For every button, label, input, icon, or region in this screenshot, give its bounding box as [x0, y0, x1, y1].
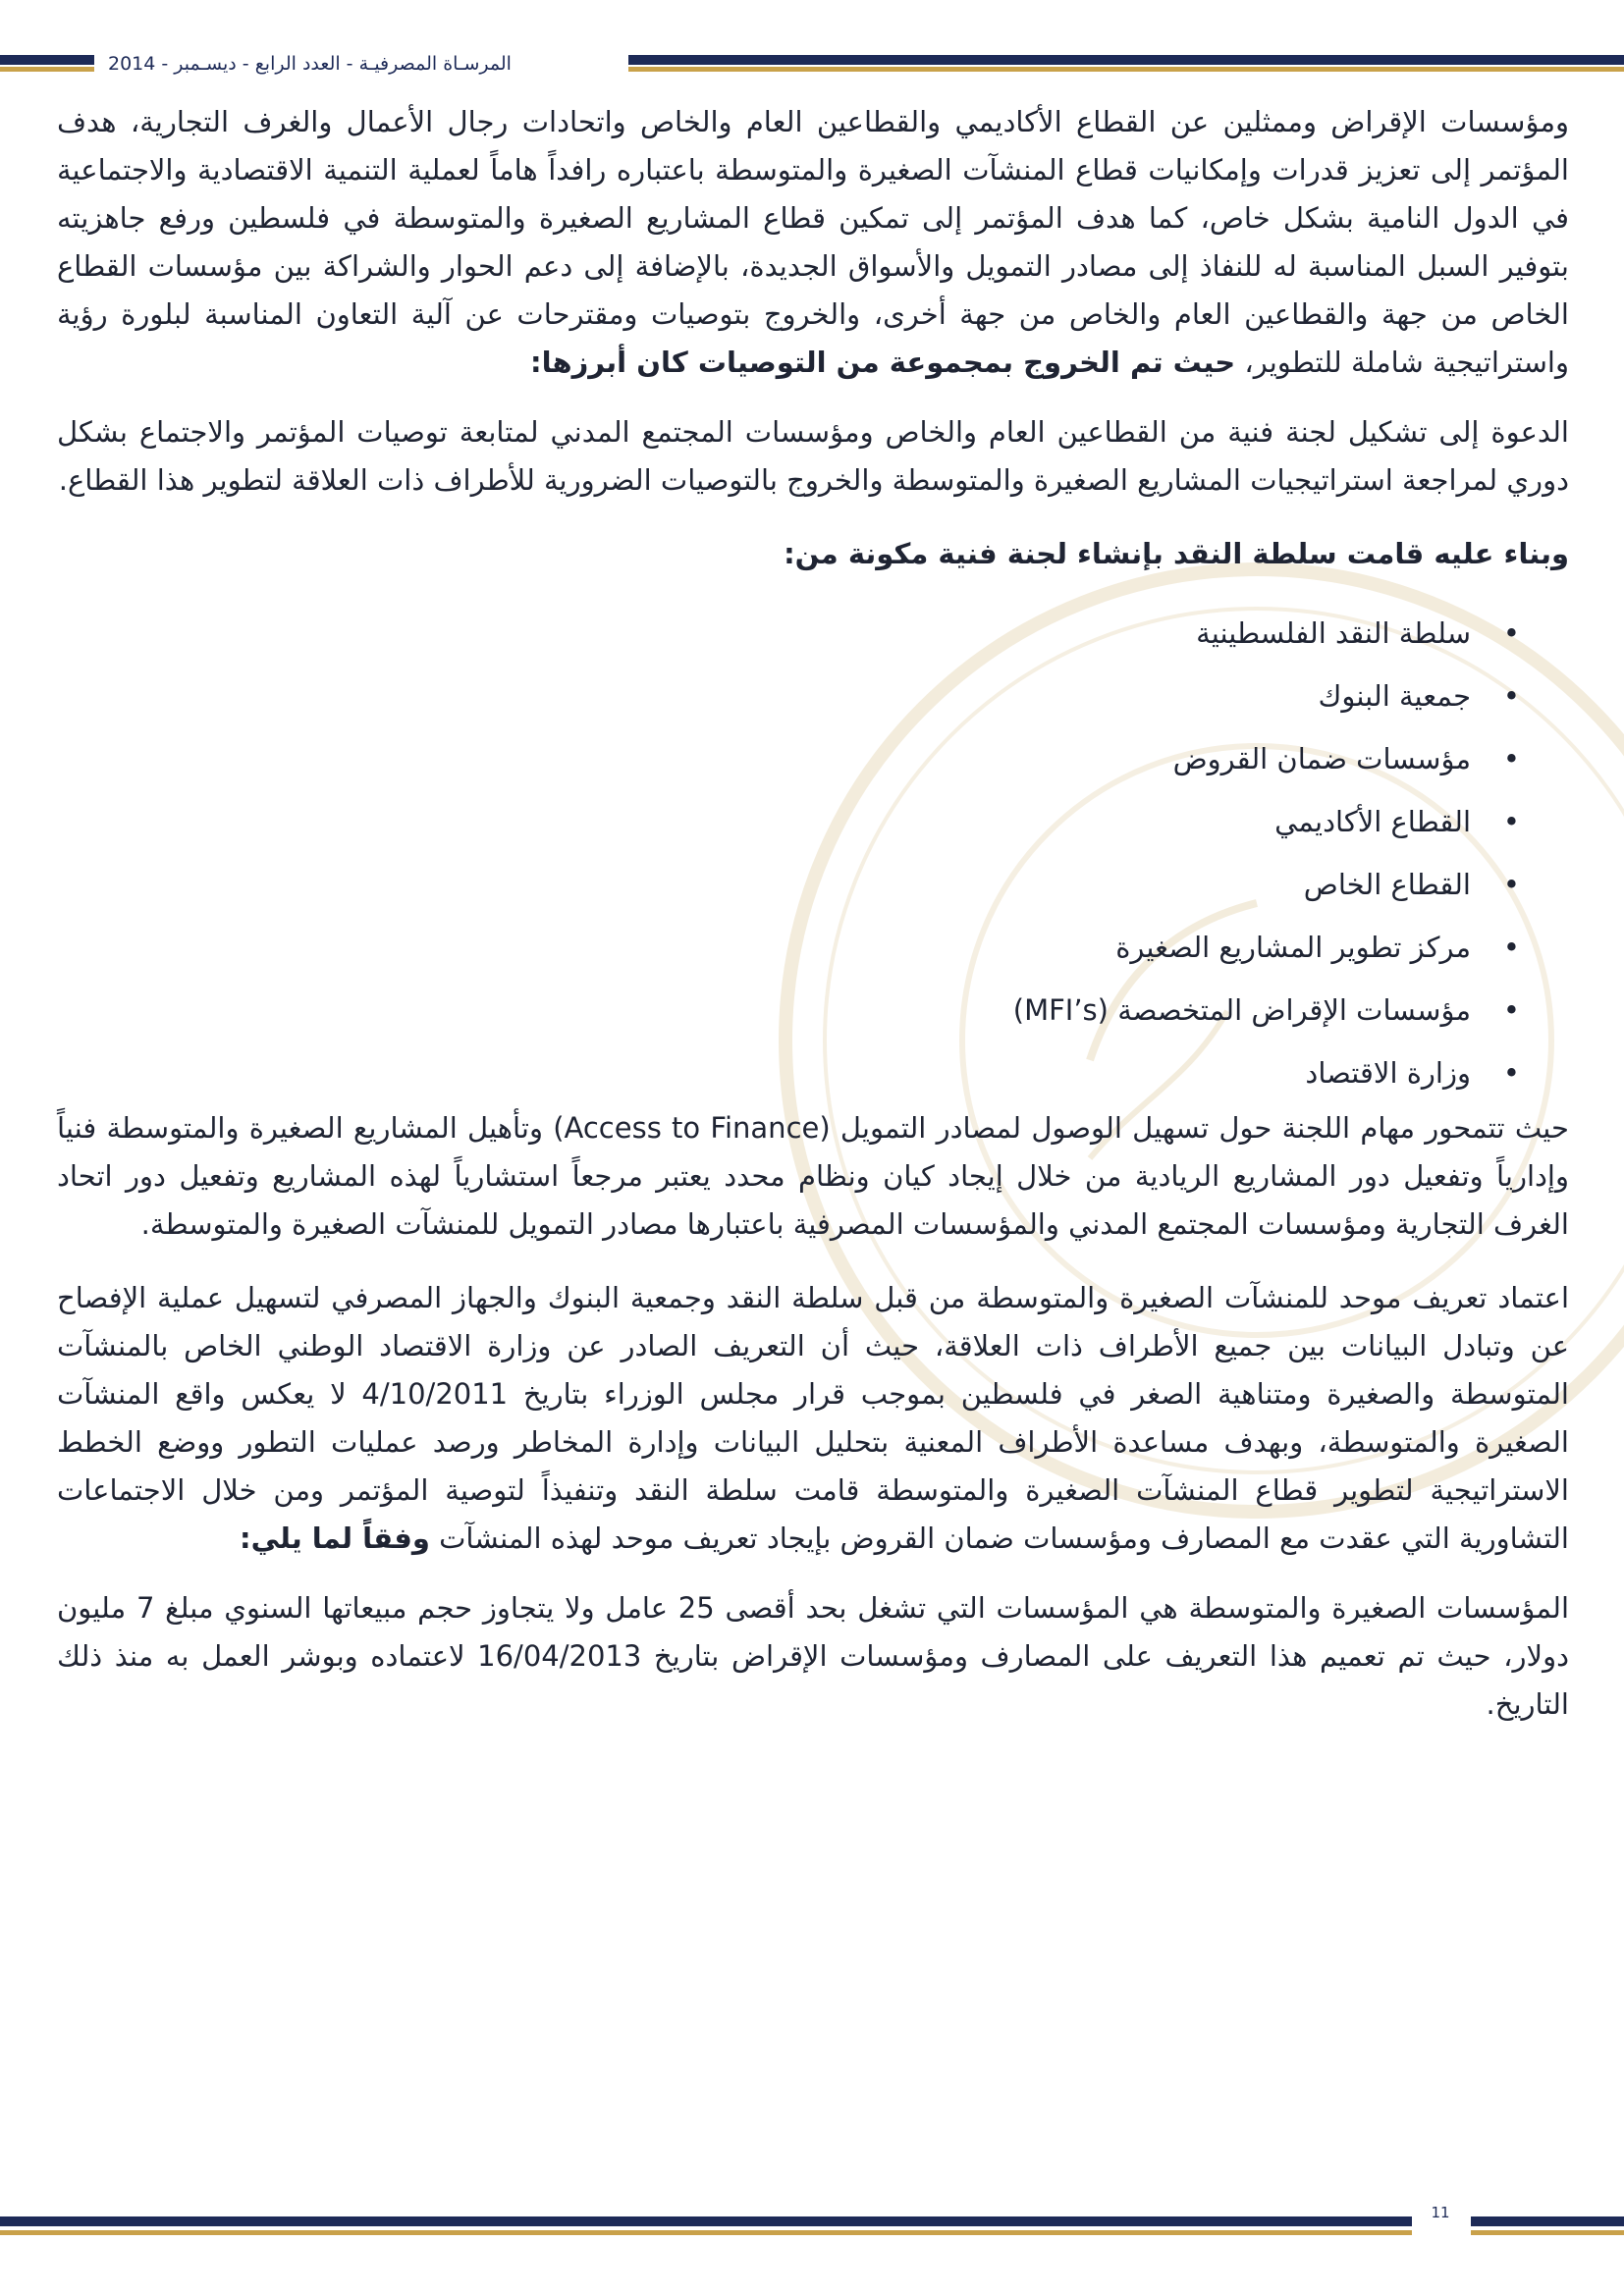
paragraph-intro-text: ومؤسسات الإقراض وممثلين عن القطاع الأكاديمي والقطاعين العام والخاص واتحادات رجال الأعمال والغرف التجارية، هدف المؤتمر إلى تعزيز قدرات وإمكانيات قطاع المنشآت الصغيرة والمتوسطة باعتباره رافداً هاماً لعملية التنمية الاقتصادية والاجتماعية في الدول النامية بشكل خاص، كما هدف المؤتمر إلى تمكين قطاع المشاريع الصغيرة والمتوسطة في فلسطين ورفع جاهزيته بتوفير السبل المناسبة له للنفاذ إلى مصادر التمويل والأسواق الجديدة، بالإضافة إلى دعم الحوار والشراكة بين مؤسسات القطاع الخاص من جهة والقطاعين العام والخاص من جهة أخرى، والخروج بتوصيات ومقترحات عن آلية التعاون المناسبة لبلورة رؤية واستراتيجية شاملة للتطوير، — [57, 105, 1569, 379]
footer-bar-left-gold — [0, 2230, 1412, 2235]
page-number: 11 — [1431, 2204, 1450, 2221]
footer-bar-left-navy — [0, 2216, 1412, 2226]
bullet-icon: • — [1502, 742, 1520, 775]
list-item: • مؤسسات الإقراض المتخصصة (MFI’s) — [57, 979, 1520, 1041]
list-item: • مؤسسات ضمان القروض — [57, 727, 1520, 790]
paragraph-recommendation: الدعوة إلى تشكيل لجنة فنية من القطاعين العام والخاص ومؤسسات المجتمع المدني لمتابعة توصيات المؤتمر والاجتماع بشكل دوري لمراجعة استراتيجيات المشاريع الصغيرة والمتوسطة والخروج بالتوصيات الضرورية للأطراف ذات العلاقة لتطوير هذا القطاع. — [57, 415, 1569, 497]
paragraph-unified-definition — [57, 1274, 1569, 1563]
header-bar-right-gold — [628, 67, 1624, 72]
bullet-icon: • — [1502, 931, 1520, 964]
paragraph-unified-definition-text: اعتماد تعريف موحد للمنشآت الصغيرة والمتوسطة من قبل سلطة النقد وجمعية البنوك والجهاز المصرفي لتسهيل عملية الإفصاح عن وتبادل البيانات بين جميع الأطراف ذات العلاقة، حيث أن التعريف الصادر عن وزارة الاقتصاد الوطني الخاص بالمنشآت المتوسطة والصغيرة ومتناهية الصغر في فلسطين بموجب قرار مجلس الوزراء بتاريخ 4/10/2011 لا يعكس واقع المنشآت الصغيرة والمتوسطة، وبهدف مساعدة الأطراف المعنية بتحليل البيانات وإدارة المخاطر ورصد عمليات التطور ووضع الخطط الاستراتيجية لتطوير قطاع المنشآت الصغيرة والمتوسطة قامت سلطة النقد وتنفيذاً لتوصية المؤتمر ومن خلال الاجتماعات التشاورية التي عقدت مع المصارف ومؤسسات ضمان القروض بإيجاد تعريف موحد لهذه المنشآت — [57, 1281, 1569, 1555]
paragraph-sme-definition: المؤسسات الصغيرة والمتوسطة هي المؤسسات التي تشغل بحد أقصى 25 عامل ولا يتجاوز حجم مبيعاتها السنوي مبلغ 7 مليون دولار، حيث تم تعميم هذا التعريف على المصارف ومؤسسات الإقراض بتاريخ 16/04/2013 لاعتماده وبوشر العمل به منذ ذلك التاريخ. — [57, 1591, 1569, 1721]
paragraph-unified-definition-bold: وفقاً لما يلي: — [240, 1522, 430, 1555]
list-item: • وزارة الاقتصاد — [57, 1041, 1520, 1104]
bullet-icon: • — [1502, 616, 1520, 650]
list-item: • جمعية البنوك — [57, 665, 1520, 727]
footer-bar-right-gold — [1471, 2230, 1624, 2235]
paragraph-committee-tasks: حيث تتمحور مهام اللجنة حول تسهيل الوصول لمصادر التمويل (Access to Finance) وتأهيل المشاريع الصغيرة والمتوسطة فنياً وإدارياً وتفعيل دور المشاريع الريادية من خلال إيجاد كيان ونظام محدد يعتبر مرجعاً استشارياً لهذه المشاريع وتفعيل دور اتحاد الغرف التجارية ومؤسسات المجتمع المدني والمؤسسات المصرفية باعتبارها مصادر التمويل للمنشآت الصغيرة والمتوسطة. — [57, 1111, 1569, 1241]
page-header — [0, 45, 1624, 84]
paragraph-intro-bold: حيث تم الخروج بمجموعة من التوصيات كان أبرزها: — [529, 346, 1236, 379]
committee-members-list — [57, 602, 1569, 1104]
list-item: • القطاع الخاص — [57, 853, 1520, 916]
article-body — [57, 98, 1569, 1729]
list-item: • القطاع الأكاديمي — [57, 790, 1520, 853]
committee-heading: وبناء عليه قامت سلطة النقد بإنشاء لجنة فنية مكونة من: — [784, 537, 1569, 570]
bullet-icon: • — [1502, 679, 1520, 713]
bullet-icon: • — [1502, 805, 1520, 838]
bullet-icon: • — [1502, 1056, 1520, 1090]
header-bar-left-gold — [0, 67, 94, 72]
bullet-icon: • — [1502, 868, 1520, 901]
footer-bar-right-navy — [1471, 2216, 1624, 2226]
paragraph-intro — [57, 98, 1569, 387]
bullet-icon: • — [1502, 993, 1520, 1027]
header-title: المرسـاة المصرفيـة - العدد الرابع - ديسـمبر - 2014 — [94, 49, 525, 79]
list-item: • سلطة النقد الفلسطينية — [57, 602, 1520, 665]
page-footer — [0, 2216, 1624, 2246]
header-bar-right-navy — [628, 55, 1624, 65]
list-item: • مركز تطوير المشاريع الصغيرة — [57, 916, 1520, 979]
header-bar-left-navy — [0, 55, 94, 65]
